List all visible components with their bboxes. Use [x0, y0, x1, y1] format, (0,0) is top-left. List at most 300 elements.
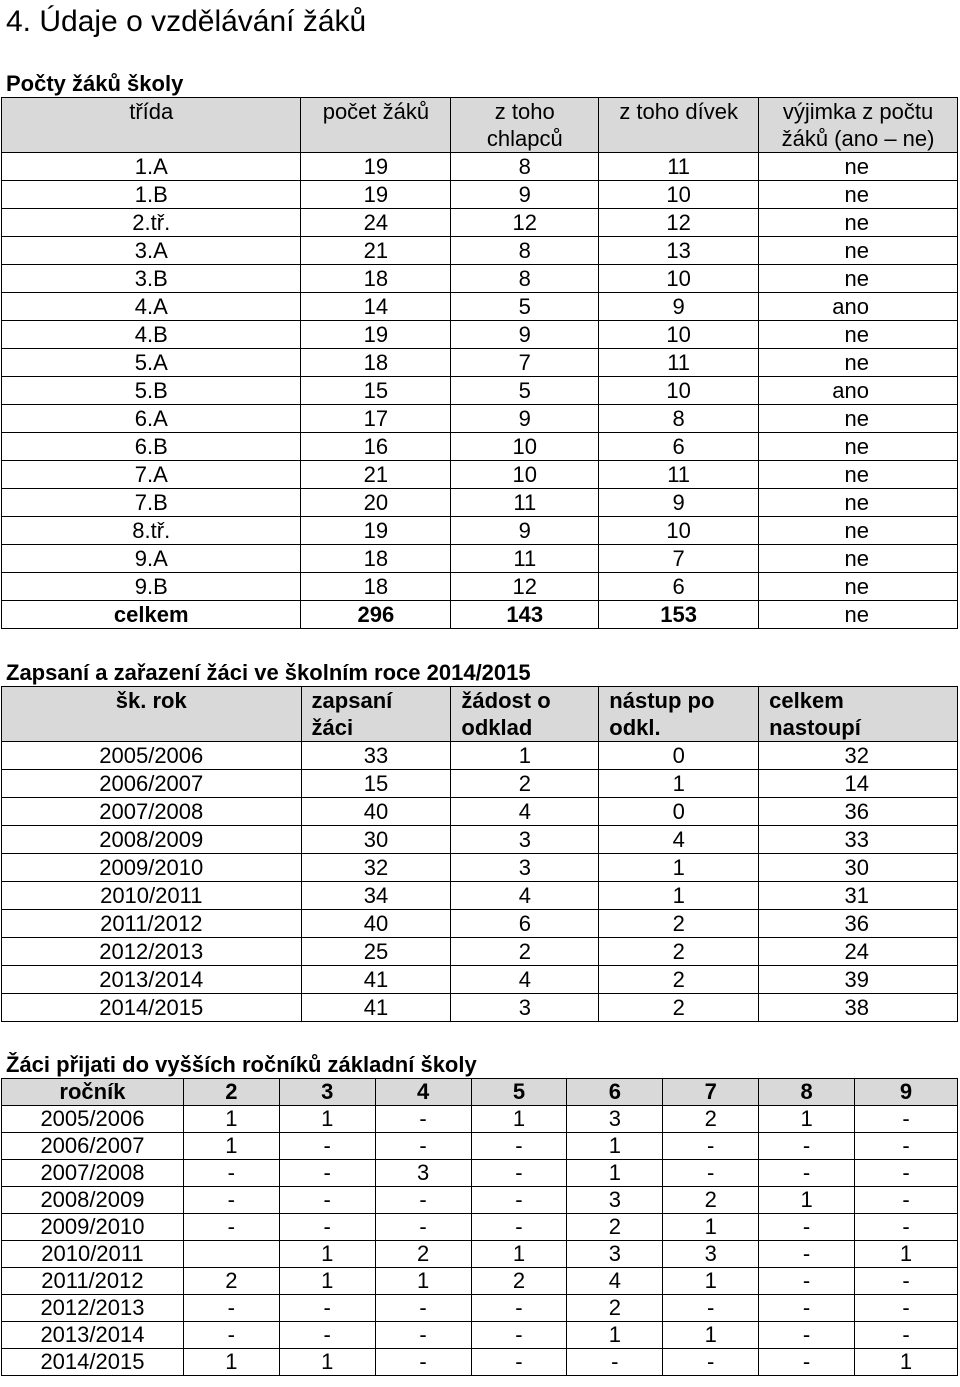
table-cell: 2014/2015 [2, 1349, 184, 1376]
column-header: 9 [855, 1079, 958, 1106]
table-cell: 33 [301, 742, 451, 770]
table-cell: - [855, 1214, 958, 1241]
table-cell: 24 [759, 938, 958, 966]
table-cell: celkem [2, 601, 301, 629]
table-cell: 1 [599, 882, 759, 910]
table-cell: - [663, 1295, 759, 1322]
table-row [2, 153, 958, 181]
table-cell: 2012/2013 [2, 1295, 184, 1322]
table-total-row [2, 601, 958, 629]
table-cell: 1 [279, 1349, 375, 1376]
table-row [2, 1295, 958, 1322]
table-cell: 296 [301, 601, 451, 629]
table-cell: 2013/2014 [2, 966, 302, 994]
table-row [2, 321, 958, 349]
table-row [2, 1106, 958, 1133]
table-cell: 18 [301, 265, 451, 293]
table-cell: 9.A [2, 545, 301, 573]
table-cell: - [471, 1133, 567, 1160]
column-header: 3 [279, 1079, 375, 1106]
column-header-line: nástup po [609, 688, 715, 713]
table-cell: 3 [375, 1160, 471, 1187]
table-cell: 1 [471, 1241, 567, 1268]
table-header-row [2, 1079, 958, 1106]
table-row [2, 1349, 958, 1376]
table-cell: 19 [301, 517, 451, 545]
table-cell: 8 [599, 405, 759, 433]
page-title: 4. Údaje o vzdělávání žáků [6, 5, 367, 38]
table-cell: 5.A [2, 349, 301, 377]
table-cell: 2009/2010 [2, 1214, 184, 1241]
table-cell: - [279, 1295, 375, 1322]
table-cell [183, 1241, 279, 1268]
table-cell: 32 [301, 854, 451, 882]
table-cell: 14 [301, 293, 451, 321]
column-header [759, 687, 958, 742]
column-header [759, 98, 958, 153]
table-cell: ne [759, 545, 958, 573]
table-row [2, 1133, 958, 1160]
table-cell: 9 [451, 405, 599, 433]
table-cell: 2010/2011 [2, 1241, 184, 1268]
table-cell: 24 [301, 209, 451, 237]
table-cell: 3 [663, 1241, 759, 1268]
table-cell: 19 [301, 181, 451, 209]
table-cell: ne [759, 265, 958, 293]
table-cell: 153 [599, 601, 759, 629]
table-cell: - [567, 1349, 663, 1376]
table-cell: 6.A [2, 405, 301, 433]
table-cell: 4.B [2, 321, 301, 349]
table-cell: 3.B [2, 265, 301, 293]
table-cell: 3 [567, 1241, 663, 1268]
table-cell: 41 [301, 966, 451, 994]
table-cell: 2 [599, 910, 759, 938]
table-cell: ne [759, 433, 958, 461]
table-row [2, 1187, 958, 1214]
table-cell: - [855, 1160, 958, 1187]
table-row [2, 882, 958, 910]
table-cell: 2 [567, 1295, 663, 1322]
table-cell: 4 [451, 882, 599, 910]
table-cell: 2006/2007 [2, 770, 302, 798]
table-row [2, 349, 958, 377]
table-cell: 19 [301, 153, 451, 181]
table-cell: - [471, 1214, 567, 1241]
table-row [2, 209, 958, 237]
column-header [451, 98, 599, 153]
table-cell: 1 [375, 1268, 471, 1295]
table-cell: 1 [759, 1106, 855, 1133]
table-cell: 1 [183, 1106, 279, 1133]
column-header-line: odkl. [609, 715, 661, 740]
column-header: 2 [183, 1079, 279, 1106]
table-cell: 1 [663, 1268, 759, 1295]
table-cell: 2005/2006 [2, 742, 302, 770]
table-cell: 1 [663, 1214, 759, 1241]
table-row [2, 405, 958, 433]
table-cell: 2011/2012 [2, 910, 302, 938]
table-cell: 38 [759, 994, 958, 1022]
table-cell: 31 [759, 882, 958, 910]
table-cell: ne [759, 321, 958, 349]
table-cell: - [183, 1295, 279, 1322]
table-cell: - [759, 1295, 855, 1322]
table-cell: 4 [599, 826, 759, 854]
table-cell: 8.tř. [2, 517, 301, 545]
table-cell: 10 [451, 461, 599, 489]
table-cell: 3 [567, 1106, 663, 1133]
table-row [2, 377, 958, 405]
table-cell: ne [759, 573, 958, 601]
table-cell: 2007/2008 [2, 1160, 184, 1187]
column-header: 5 [471, 1079, 567, 1106]
column-header: 7 [663, 1079, 759, 1106]
table-cell: 5 [451, 293, 599, 321]
table-row [2, 545, 958, 573]
table-row [2, 770, 958, 798]
table-cell: 11 [599, 153, 759, 181]
table-cell: 34 [301, 882, 451, 910]
table-cell: 18 [301, 573, 451, 601]
table-cell: 1 [599, 770, 759, 798]
table-cell: 11 [599, 349, 759, 377]
table-cell: ne [759, 601, 958, 629]
column-header [599, 98, 759, 153]
table-cell: - [279, 1160, 375, 1187]
table-cell: 2 [599, 994, 759, 1022]
table-cell: 21 [301, 237, 451, 265]
table-cell: 3.A [2, 237, 301, 265]
table-cell: - [663, 1133, 759, 1160]
table-cell: 36 [759, 910, 958, 938]
table-cell: 30 [759, 854, 958, 882]
table-cell: 4 [451, 966, 599, 994]
column-header-line: odklad [461, 715, 533, 740]
column-header-line: výjimka z počtu [782, 99, 934, 124]
table-cell: - [183, 1214, 279, 1241]
table-cell: 2008/2009 [2, 1187, 184, 1214]
table-cell: 2009/2010 [2, 854, 302, 882]
table-cell: 20 [301, 489, 451, 517]
table-cell: - [375, 1187, 471, 1214]
table-cell: 11 [451, 545, 599, 573]
table-cell: 7 [451, 349, 599, 377]
table-cell: - [183, 1187, 279, 1214]
table-cell: 18 [301, 545, 451, 573]
table-cell: ne [759, 489, 958, 517]
table-cell: 15 [301, 377, 451, 405]
table-pocty-zaku [1, 97, 958, 629]
table-cell: - [663, 1349, 759, 1376]
table-cell: 2 [599, 966, 759, 994]
table-cell: 17 [301, 405, 451, 433]
table-cell: 41 [301, 994, 451, 1022]
column-header [301, 687, 451, 742]
table-cell: 143 [451, 601, 599, 629]
table-cell: ano [759, 293, 958, 321]
table-cell: ne [759, 461, 958, 489]
column-header-line: šk. rok [115, 688, 187, 713]
table-cell: 1 [183, 1133, 279, 1160]
table-row [2, 826, 958, 854]
table-cell: 0 [599, 742, 759, 770]
table-row [2, 433, 958, 461]
table-cell: 9 [451, 517, 599, 545]
table-cell: 25 [301, 938, 451, 966]
table-cell: 1.B [2, 181, 301, 209]
table-cell: 10 [599, 265, 759, 293]
table-cell: ne [759, 153, 958, 181]
table-prijati-zaci [1, 1078, 958, 1376]
table-cell: - [759, 1349, 855, 1376]
table-cell: 6 [599, 573, 759, 601]
table-row [2, 265, 958, 293]
column-header-line: chlapců [486, 126, 563, 151]
table-row [2, 517, 958, 545]
column-header-line: třída [129, 99, 174, 124]
table-cell: 2 [451, 770, 599, 798]
table-cell: 39 [759, 966, 958, 994]
table-cell: - [183, 1322, 279, 1349]
table-cell: 12 [451, 209, 599, 237]
table-cell: ne [759, 349, 958, 377]
table-cell: ne [759, 517, 958, 545]
column-header-line: z toho [494, 99, 555, 124]
table-cell: - [279, 1133, 375, 1160]
table-cell: 4 [567, 1268, 663, 1295]
table-cell: 3 [451, 826, 599, 854]
table-cell: 2 [663, 1106, 759, 1133]
table-row [2, 489, 958, 517]
table-cell: 9 [451, 181, 599, 209]
table-cell: 1 [599, 854, 759, 882]
table-cell: 1 [279, 1106, 375, 1133]
table-cell: ne [759, 181, 958, 209]
table-cell: 12 [599, 209, 759, 237]
table-cell: - [183, 1160, 279, 1187]
table-cell: 2.tř. [2, 209, 301, 237]
table-cell: 12 [451, 573, 599, 601]
table-cell: 2 [567, 1214, 663, 1241]
table-cell: 11 [451, 489, 599, 517]
table-cell: 40 [301, 798, 451, 826]
table-cell: 1 [759, 1187, 855, 1214]
table-cell: 3 [451, 994, 599, 1022]
table-cell: 2007/2008 [2, 798, 302, 826]
table-cell: 3 [567, 1187, 663, 1214]
table-cell: 2 [375, 1241, 471, 1268]
table-header-row [2, 98, 958, 153]
column-header [2, 98, 301, 153]
table-header-row [2, 687, 958, 742]
table-cell: - [855, 1295, 958, 1322]
table-cell: - [375, 1133, 471, 1160]
table-cell: - [759, 1268, 855, 1295]
table-row [2, 910, 958, 938]
table-cell: - [279, 1187, 375, 1214]
table-cell: 9.B [2, 573, 301, 601]
table-cell: 2 [663, 1187, 759, 1214]
table-cell: 8 [451, 237, 599, 265]
table-cell: 2 [451, 938, 599, 966]
table-cell: 1 [663, 1322, 759, 1349]
table-cell: 7.A [2, 461, 301, 489]
table-row [2, 854, 958, 882]
table-cell: 1.A [2, 153, 301, 181]
table-cell: 1 [279, 1268, 375, 1295]
table-cell: 2013/2014 [2, 1322, 184, 1349]
table-cell: - [471, 1322, 567, 1349]
table-cell: 2010/2011 [2, 882, 302, 910]
table-row [2, 1268, 958, 1295]
table-cell: - [375, 1106, 471, 1133]
table-cell: - [663, 1160, 759, 1187]
table-cell: 9 [599, 489, 759, 517]
column-header: 6 [567, 1079, 663, 1106]
table-row [2, 293, 958, 321]
table-cell: 4.A [2, 293, 301, 321]
table-row [2, 1322, 958, 1349]
table-row [2, 1241, 958, 1268]
table-cell: - [855, 1106, 958, 1133]
column-header [2, 687, 302, 742]
table-row [2, 573, 958, 601]
table-cell: 2 [471, 1268, 567, 1295]
table-cell: - [759, 1214, 855, 1241]
table-row [2, 1214, 958, 1241]
column-header-line: celkem [769, 688, 844, 713]
table-row [2, 994, 958, 1022]
table-row [2, 798, 958, 826]
table-cell: - [855, 1187, 958, 1214]
table-cell: 11 [599, 461, 759, 489]
table-cell: 2012/2013 [2, 938, 302, 966]
table-cell: 6 [451, 910, 599, 938]
table-cell: - [759, 1322, 855, 1349]
column-header: ročník [2, 1079, 184, 1106]
table-cell: 1 [471, 1106, 567, 1133]
table-cell: - [855, 1268, 958, 1295]
table-cell: 1 [567, 1322, 663, 1349]
table-row [2, 742, 958, 770]
table-cell: 13 [599, 237, 759, 265]
table-cell: 2006/2007 [2, 1133, 184, 1160]
table-cell: 8 [451, 153, 599, 181]
table-cell: - [855, 1133, 958, 1160]
table-cell: - [759, 1160, 855, 1187]
table-cell: 4 [451, 798, 599, 826]
table-cell: 8 [451, 265, 599, 293]
table-cell: 1 [279, 1241, 375, 1268]
table-cell: 5.B [2, 377, 301, 405]
table-row [2, 938, 958, 966]
column-header-line: nastoupí [769, 715, 861, 740]
table-cell: 10 [451, 433, 599, 461]
table-cell: 7 [599, 545, 759, 573]
table-cell: 6 [599, 433, 759, 461]
column-header: 8 [759, 1079, 855, 1106]
table-cell: - [471, 1349, 567, 1376]
table-cell: 0 [599, 798, 759, 826]
column-header-line: zapsaní [311, 688, 393, 713]
table-cell: - [855, 1322, 958, 1349]
table-cell: - [471, 1295, 567, 1322]
table-row [2, 966, 958, 994]
column-header-line: žáků (ano – ne) [781, 126, 935, 151]
table-cell: 1 [183, 1349, 279, 1376]
table-cell: 2008/2009 [2, 826, 302, 854]
column-header-line: žáci [311, 715, 354, 740]
table-cell: - [375, 1295, 471, 1322]
table-zapsani-zaci [1, 686, 958, 1022]
table-cell: 15 [301, 770, 451, 798]
table-cell: 2014/2015 [2, 994, 302, 1022]
table-cell: ne [759, 237, 958, 265]
table-cell: 14 [759, 770, 958, 798]
table-cell: 10 [599, 181, 759, 209]
table-cell: - [375, 1322, 471, 1349]
table-cell: 9 [599, 293, 759, 321]
table-cell: 2 [599, 938, 759, 966]
column-header [301, 98, 451, 153]
table-cell: 2011/2012 [2, 1268, 184, 1295]
table-cell: 10 [599, 377, 759, 405]
section-title-zapsani: Zapsaní a zařazení žáci ve školním roce 2014/2015 [6, 660, 531, 685]
table-cell: - [375, 1349, 471, 1376]
table-cell: - [375, 1214, 471, 1241]
table-cell: 33 [759, 826, 958, 854]
table-row [2, 461, 958, 489]
column-header-line: z toho dívek [619, 99, 738, 124]
table-cell: - [759, 1133, 855, 1160]
table-cell: 3 [451, 854, 599, 882]
table-cell: ano [759, 377, 958, 405]
table-cell: 10 [599, 321, 759, 349]
table-cell: 7.B [2, 489, 301, 517]
table-cell: 2 [183, 1268, 279, 1295]
section-title-pocty: Počty žáků školy [6, 71, 184, 96]
table-cell: 1 [567, 1133, 663, 1160]
table-cell: 1 [567, 1160, 663, 1187]
table-cell: 18 [301, 349, 451, 377]
table-row [2, 181, 958, 209]
table-cell: 21 [301, 461, 451, 489]
table-cell: ne [759, 405, 958, 433]
table-cell: 19 [301, 321, 451, 349]
table-cell: 5 [451, 377, 599, 405]
table-cell: 30 [301, 826, 451, 854]
section-title-prijati: Žáci přijati do vyšších ročníků základní školy [6, 1052, 477, 1077]
table-cell: 40 [301, 910, 451, 938]
table-cell: 1 [855, 1349, 958, 1376]
table-cell: 10 [599, 517, 759, 545]
table-cell: ne [759, 209, 958, 237]
table-cell: 1 [451, 742, 599, 770]
column-header-line: žádost o [461, 688, 551, 713]
table-cell: 1 [855, 1241, 958, 1268]
table-cell: - [279, 1322, 375, 1349]
table-cell: - [471, 1160, 567, 1187]
table-row [2, 237, 958, 265]
table-cell: 32 [759, 742, 958, 770]
table-cell: - [471, 1187, 567, 1214]
table-cell: 9 [451, 321, 599, 349]
table-cell: - [279, 1214, 375, 1241]
column-header [599, 687, 759, 742]
table-row [2, 1160, 958, 1187]
table-cell: - [759, 1241, 855, 1268]
